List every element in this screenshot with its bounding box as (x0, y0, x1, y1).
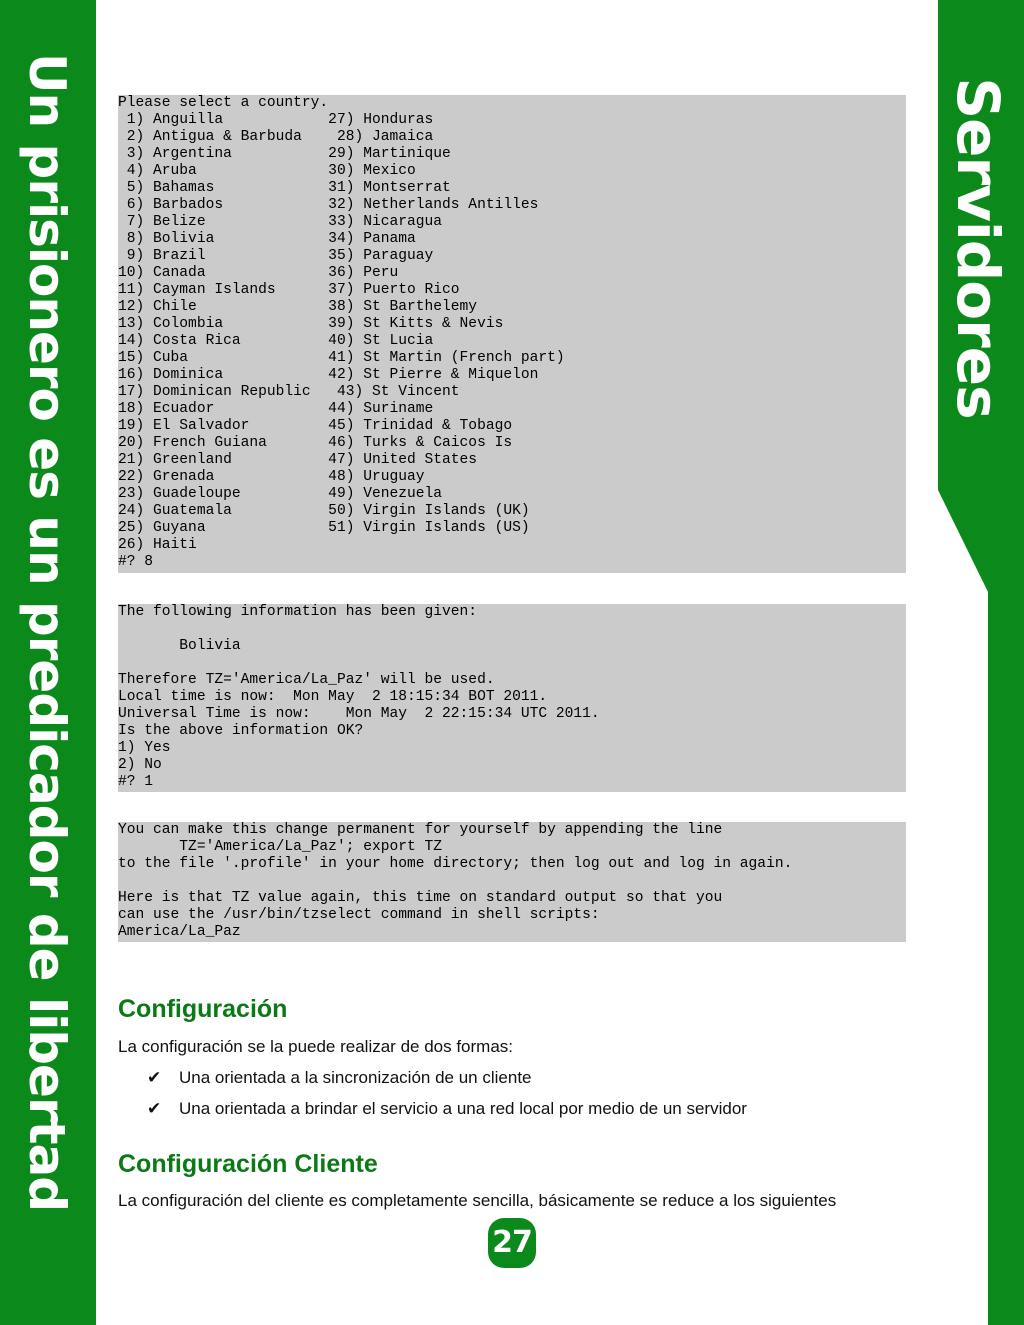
code-line: 16) Dominica 42) St Pierre & Miquelon (118, 367, 539, 383)
code-line: You can make this change permanent for yourself by appending the line (118, 822, 723, 838)
code-line: Is the above information OK? (118, 723, 364, 739)
code-line: 2) Antigua & Barbuda 28) Jamaica (118, 129, 434, 145)
code-line: can use the /usr/bin/tzselect command in shell scripts: (118, 907, 600, 923)
code-line: 25) Guyana 51) Virgin Islands (US) (118, 520, 530, 536)
code-block-permanent-change (118, 822, 906, 942)
check-icon: ✔ (147, 1099, 162, 1118)
code-line: Universal Time is now: Mon May 2 22:15:34 UTC 2011. (118, 706, 600, 722)
code-line: 9) Brazil 35) Paraguay (118, 248, 434, 264)
code-line: 11) Cayman Islands 37) Puerto Rico (118, 282, 460, 298)
code-line: 26) Haiti (118, 537, 197, 553)
code-line: 24) Guatemala 50) Virgin Islands (UK) (118, 503, 530, 519)
code-line: 23) Guadeloupe 49) Venezuela (118, 486, 443, 502)
code-line: 1) Yes (118, 740, 171, 756)
section-client-paragraph: La configuración del cliente es completamente sencilla, básicamente se reduce a los siguientes (118, 1191, 837, 1210)
code-line: 14) Costa Rica 40) St Lucia (118, 333, 434, 349)
code-line (118, 873, 906, 890)
code-line: 22) Grenada 48) Uruguay (118, 469, 425, 485)
code-line: 12) Chile 38) St Barthelemy (118, 299, 478, 315)
code-block-confirmation (118, 604, 906, 792)
code-line: 17) Dominican Republic 43) St Vincent (118, 384, 460, 400)
code-line: to the file '.profile' in your home directory; then log out and log in again. (118, 856, 793, 872)
code-line: Bolivia (118, 638, 241, 654)
code-line: 8) Bolivia 34) Panama (118, 231, 416, 247)
code-line: Please select a country. (118, 95, 329, 111)
code-line: #? 8 (118, 554, 154, 570)
section-intro-paragraph: La configuración se la puede realizar de dos formas: (118, 1037, 514, 1056)
code-line: 21) Greenland 47) United States (118, 452, 478, 468)
code-line: 20) French Guiana 46) Turks & Caicos Is (118, 435, 513, 451)
code-line: #? 1 (118, 774, 154, 790)
code-line: Therefore TZ='America/La_Paz' will be used. (118, 672, 495, 688)
code-line: 19) El Salvador 45) Trinidad & Tobago (118, 418, 513, 434)
code-line: Here is that TZ value again, this time on standard output so that you (118, 890, 723, 906)
code-line: 13) Colombia 39) St Kitts & Nevis (118, 316, 504, 332)
page-number-badge: 27 (488, 1218, 536, 1268)
check-icon: ✔ (147, 1068, 162, 1087)
left-side-title: Un prisionero es un predicador de libertad (18, 52, 76, 1212)
code-line: America/La_Paz (118, 924, 241, 940)
code-line: The following information has been given: (118, 604, 478, 620)
code-block-country-selection (118, 95, 906, 573)
code-line: 3) Argentina 29) Martinique (118, 146, 451, 162)
section-heading-configuracion-cliente: Configuración Cliente (118, 1150, 378, 1178)
list-item (147, 1068, 532, 1088)
code-line: 1) Anguilla 27) Honduras (118, 112, 434, 128)
code-line (118, 621, 906, 638)
code-line: 4) Aruba 30) Mexico (118, 163, 416, 179)
code-line: 5) Bahamas 31) Montserrat (118, 180, 451, 196)
code-line: 10) Canada 36) Peru (118, 265, 399, 281)
code-line: 18) Ecuador 44) Suriname (118, 401, 434, 417)
right-side-title: Servidores (944, 77, 1012, 419)
list-item (147, 1099, 747, 1119)
code-line: 7) Belize 33) Nicaragua (118, 214, 443, 230)
code-line: 2) No (118, 757, 162, 773)
code-line: TZ='America/La_Paz'; export TZ (118, 839, 443, 855)
code-line (118, 655, 906, 672)
list-item-text: Una orientada a brindar el servicio a una red local por medio de un servidor (179, 1099, 747, 1118)
code-line: 6) Barbados 32) Netherlands Antilles (118, 197, 539, 213)
list-item-text: Una orientada a la sincronización de un cliente (179, 1068, 532, 1087)
code-line: 15) Cuba 41) St Martin (French part) (118, 350, 565, 366)
code-line: Local time is now: Mon May 2 18:15:34 BOT 2011. (118, 689, 548, 705)
section-heading-configuracion: Configuración (118, 995, 288, 1023)
